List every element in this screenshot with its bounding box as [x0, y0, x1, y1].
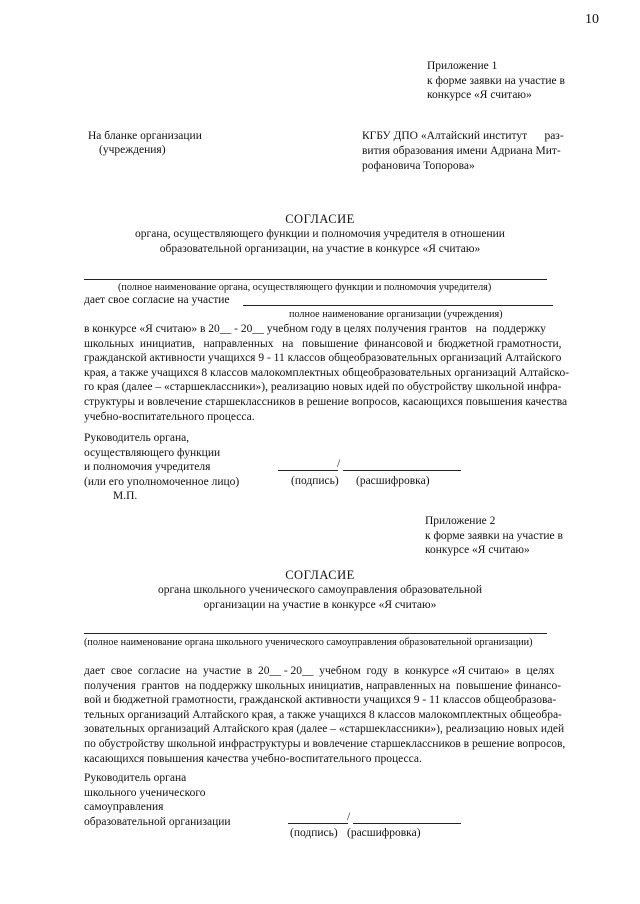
letterhead-note-line1: На бланке организации: [88, 130, 202, 142]
organ-name-caption: (полное наименование органа, осуществляющего функции и полномочия учредителя): [118, 282, 492, 293]
addressee-line2: вития образования имени Адриана Мит-: [362, 145, 561, 157]
appendix-1-title: Приложение 1: [427, 60, 498, 72]
consent-1-body-line: структуры и вовлечение старшеклассников в решение вопросов, касающихся повышения качества: [84, 395, 568, 408]
signature-decode-blank-line: [353, 823, 461, 824]
signature-slash: /: [337, 458, 341, 470]
appendix-1-header: [427, 59, 565, 103]
consent-1-subtitle-2: образовательной организации, на участие в конкурсе «Я считаю»: [159, 243, 481, 255]
addressee-line1: КГБУ ДПО «Алтайский институт раз-: [362, 130, 564, 142]
consent-2-signer-block: [84, 771, 231, 829]
consent-2-body-line: получения грантов на поддержку школьных инициатив, направленных на повышение финансо-: [84, 679, 562, 692]
signature-caption: (подпись): [290, 827, 338, 839]
consent-1-signer-line: и полномочия учредителя: [84, 461, 211, 474]
consent-1-body-line: края, а также учащихся 8 классов малокомплектных общеобразовательных организаций Алтайско-: [84, 366, 570, 379]
appendix-2-header: [425, 514, 563, 558]
consent-1-body: [84, 322, 598, 424]
signature-slash: /: [347, 811, 351, 823]
appendix-2-title: Приложение 2: [425, 515, 496, 527]
consent-2-body: [84, 664, 598, 766]
appendix-2-line1: к форме заявки на участие в: [425, 529, 563, 542]
signature-decode-caption: (расшифровка): [356, 475, 430, 487]
consent-1-body-line: в конкурсе «Я считаю» в 20__ - 20__ учебном году в целях получения грантов на поддержку: [84, 323, 546, 335]
consent-2-signer-line: школьного ученического: [84, 786, 206, 799]
letterhead-note-line2: (учреждения): [99, 144, 166, 156]
organization-name-caption: полное наименование организации (учреждения): [289, 309, 503, 320]
consent-1-body-line: учебно-воспитательного процесса.: [84, 410, 255, 423]
consent-2-body-line: дает свое согласие на участие в 20__ - 20__ учебном году в конкурсе «Я считаю» в целях: [84, 665, 555, 677]
consent-1-signer-block: [84, 431, 239, 489]
student-government-blank-line: [84, 633, 547, 634]
consent-1-subtitle-1: органа, осуществляющего функции и полномочия учредителя в отношении: [135, 228, 505, 240]
appendix-1-line2: конкурсе «Я считаю»: [427, 89, 532, 102]
consent-2-heading: СОГЛАСИЕ: [285, 568, 355, 582]
consent-1-signer-line: Руководитель органа,: [84, 432, 190, 444]
consent-2-subtitle-2: организации на участие в конкурсе «Я считаю»: [203, 599, 437, 611]
signature-caption: (подпись): [291, 475, 339, 487]
appendix-1-line1: к форме заявки на участие в: [427, 74, 565, 87]
consent-1-body-line: гражданской активности учащихся 9 - 11 классов общеобразовательных организаций Алтайского: [84, 352, 562, 365]
consent-1-signer-line: осуществляющего функции: [84, 446, 221, 459]
organ-name-blank-line: [84, 279, 547, 280]
organization-name-blank-line: [243, 305, 553, 306]
consent-2-body-line: вой и бюджетной грамотности, гражданской активности учащихся 9 - 11 классов общеобразова-: [84, 694, 557, 707]
consent-2-body-line: касающихся повышения качества учебно-воспитательного процесса.: [84, 752, 422, 765]
consent-2-body-line: тельных организаций Алтайского края, а также учащихся 8 классов малокомплектных общеобра-: [84, 708, 562, 721]
signature-blank-line: [288, 823, 348, 824]
gives-consent-label: дает свое согласие на участие: [84, 294, 230, 306]
consent-1-signer-line: (или его уполномоченное лицо): [84, 475, 240, 488]
consent-2-subtitle-1: органа школьного ученического самоуправления образовательной: [157, 584, 483, 596]
consent-2-signer-line: самоуправления: [84, 801, 164, 814]
appendix-2-line2: конкурсе «Я считаю»: [425, 544, 530, 557]
consent-2-body-line: по обустройству школьной инфраструктуры и вовлечение старшеклассников в решение вопросов,: [84, 737, 566, 750]
stamp-placeholder: М.П.: [113, 490, 138, 502]
page-number: 10: [585, 12, 599, 27]
consent-2-signer-line: образовательной организации: [84, 815, 231, 828]
consent-1-heading: СОГЛАСИЕ: [285, 212, 355, 226]
consent-2-body-line: зовательных организаций Алтайского края (далее – «старшеклассники»), реализацию новых идей: [84, 723, 565, 736]
signature-decode-caption: (расшифровка): [347, 827, 421, 839]
consent-1-body-line: го края (далее – «старшеклассники»), реализацию новых идей по обустройству школьной инфра-: [84, 381, 562, 394]
consent-2-signer-line: Руководитель органа: [84, 772, 187, 784]
signature-decode-blank-line: [343, 470, 461, 471]
student-government-caption: (полное наименование органа школьного ученического самоуправления образовательной организации): [84, 637, 533, 648]
addressee-line3: рофановича Топорова»: [362, 160, 475, 172]
signature-blank-line: [278, 470, 338, 471]
consent-1-body-line: школьных инициатив, направленных на повышение финансовой и бюджетной грамотности,: [84, 337, 562, 350]
